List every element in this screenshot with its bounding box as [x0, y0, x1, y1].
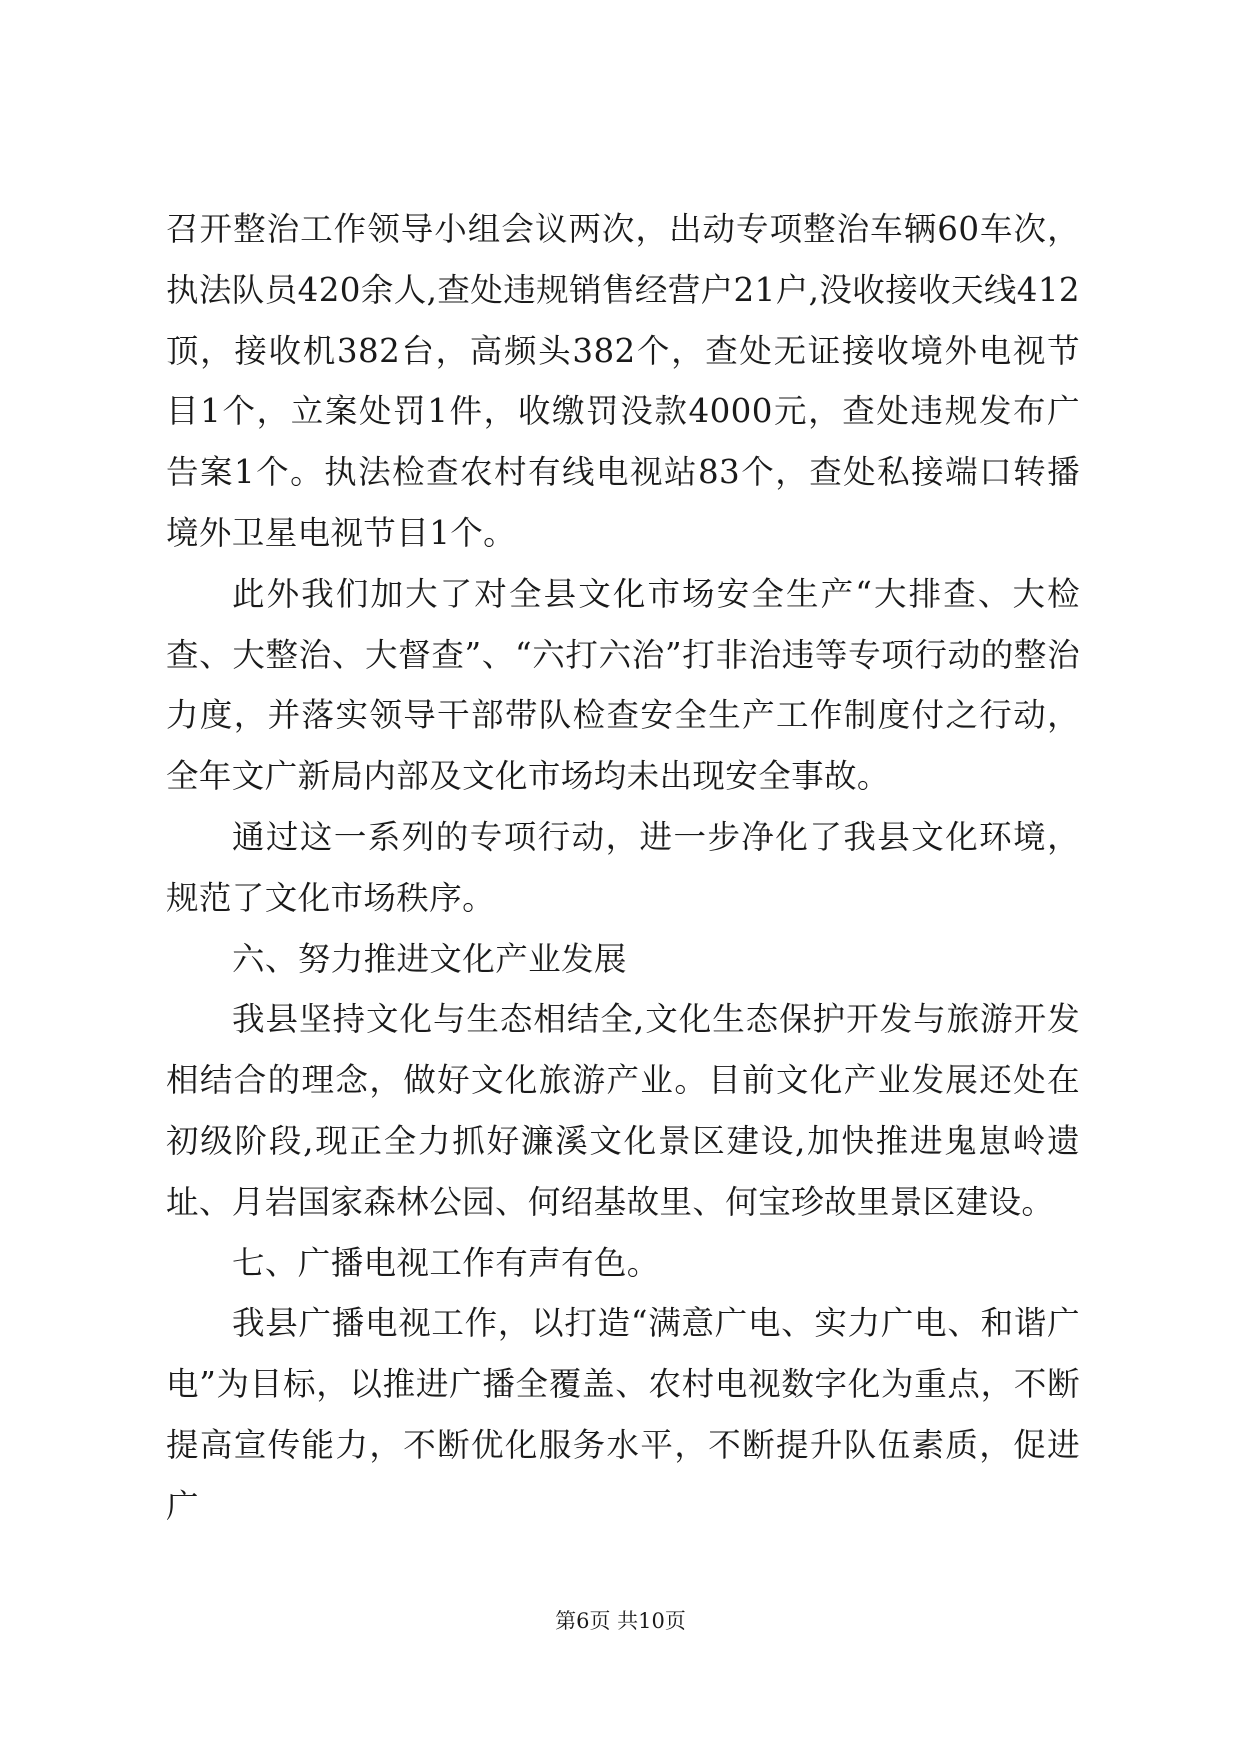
paragraph-safety-production: 此外我们加大了对全县文化市场安全生产“大排查、大检查、大整治、大督查”、“六打六治”打非治违等专项行动的整治力度，并落实领导干部带队检查安全生产工作制度付之行动，全年文广新局内部及文化市场均未出现安全事故。	[166, 574, 1080, 796]
page-number: 第6页 共10页	[555, 1609, 686, 1633]
paragraph-enforcement-stats: 召开整治工作领导小组会议两次，出动专项整治车辆60车次，执法队员420余人,查处违规销售经营户21户,没收接收天线412顶，接收机382台，高频头382个，查处无证接收境外电视节目1个，立案处罚1件，收缴罚没款4000元，查处违规发布广告案1个。执法检查农村有线电视站83个，查处私接端口转播境外卫星电视节目1个。	[166, 210, 1080, 552]
body-text	[166, 199, 1080, 1537]
paragraph-market-order: 通过这一系列的专项行动，进一步净化了我县文化环境，规范了文化市场秩序。	[166, 817, 1080, 917]
section-heading-cultural-industry: 六、努力推进文化产业发展	[232, 939, 627, 978]
paragraph-cultural-tourism: 我县坚持文化与生态相结全,文化生态保护开发与旅游开发相结合的理念，做好文化旅游产业。目前文化产业发展还处在初级阶段,现正全力抓好濂溪文化景区建设,加快推进鬼崽岭遗址、月岩国家森林公园、何绍基故里、何宝珍故里景区建设。	[166, 1000, 1080, 1221]
page-footer	[0, 1607, 1241, 1635]
section-heading-broadcasting: 七、广播电视工作有声有色。	[232, 1243, 660, 1282]
paragraph-broadcasting-work: 我县广播电视工作，以打造“满意广电、实力广电、和谐广电”为目标，以推进广播全覆盖、农村电视数字化为重点，不断提高宣传能力，不断优化服务水平，不断提升队伍素质，促进广	[166, 1304, 1080, 1525]
